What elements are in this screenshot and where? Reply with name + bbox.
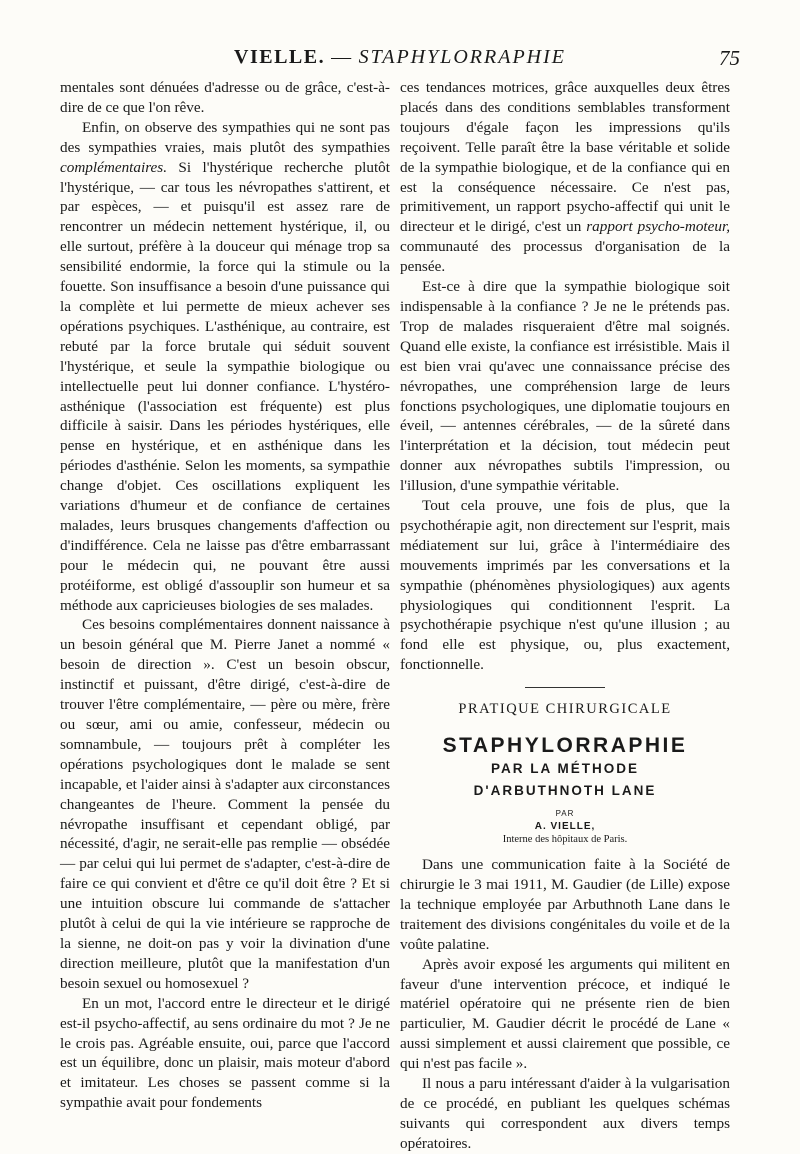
author-affiliation: Interne des hôpitaux de Paris. xyxy=(502,834,628,846)
left-paragraph-4: En un mot, l'accord entre le directeur et le dirigé est-il psycho-affectif, au sens ordinaire du mot ? Je ne le crois pas. Agréable ensuite, oui, parce que l'accord est un équilibre, donc un plaisir, mais moteur d'abord et imitateur. Les choses se passent comme si la sympathie avait pour fondements xyxy=(60,994,390,1112)
left-paragraph-3: Ces besoins complémentaires donnent naissance à un besoin général que M. Pierre Janet a nommé « besoin de direction ». C'est un besoin obscur, instinctif et puissant, d'être dirigé, c'est-à-dire de trouver l'être complémentaire, — père ou mère, frère ou sœur, ami ou amie, confesseur, médecin ou somnambule, — toujours prêt à compléter les opérations psychologiques dont le malade se sent incapable, et l'aider ainsi à s'adapter aux circonstances changeantes de l'heure. Comment la pensée du névropathe insuffisant et cependant obligé, par nécessité, d'agir, ne serait-elle pas remplie — obsédée — par celui qui lui permet de s'adapter, c'est-à-dire de faire ce qui convient et d'être ce qu'il doit être ? Et si une intuition obscure lui commande de s'attacher plutôt à celui de qui la vie intérieure se rapproche de la sienne, ne doit-on pas y voir la divination d'une direction meilleure, plutôt que la manifestation d'un besoin sexuel ou homosexuel ? xyxy=(60,616,390,992)
right-paragraph-4: Dans une communication faite à la Société de chirurgie le 3 mai 1911, M. Gaudier (de Lille) expose la technique employée par Arbuthnoth Lane dans le traitement des divisions congénitales du voile et de la voûte palatine. xyxy=(400,856,730,953)
running-title xyxy=(60,46,740,69)
right-paragraph-3: Tout cela prouve, une fois de plus, que la psychothérapie agit, non directement sur l'esprit, mais médiatement sur lui, grâce à l'intermédiaire des mouvements imprimés par les conversations et la sympathie (phénomènes physiologiques) aux agents physiologiques qui conditionnent l'esprit. La psychothérapie psychique n'est qu'une illusion ; au fond elle est physique, ou, plus exactement, fonctionnelle. xyxy=(400,497,730,674)
article-author: A. VIELLE, xyxy=(534,821,596,833)
left-paragraph-2-a: Enfin, on observe des sympathies qui ne sont pas des sympathies vraies, mais plutôt des sympathies xyxy=(60,118,390,156)
running-title-subject: STAPHYLORRAPHIE xyxy=(358,46,566,68)
right-paragraph-1-a: ces tendances motrices, grâce auxquelles deux êtres placés dans des conditions semblables transforment toujours d'égale façon les impressions qu'ils reçoivent. Telle paraît être la base véritable et solide de la sympathie biologique, et de la confiance qui en est la conséquence nécessaire. Ce n'est pas, primitivement, un rapport psycho-affectif qui unit le directeur et le dirigé, c'est un xyxy=(400,79,730,236)
right-paragraph-1-emphasis: rapport psycho-moteur, xyxy=(586,218,730,236)
section-divider xyxy=(525,687,605,688)
article-subtitle-2: D'ARBUTHNOTH LANE xyxy=(473,783,657,799)
left-paragraph-2 xyxy=(60,118,390,616)
article-title: STAPHYLORRAPHIE xyxy=(442,734,688,758)
right-paragraph-2: Est-ce à dire que la sympathie biologique soit indispensable à la confiance ? Je ne le prétends pas. Trop de malades risqueraient d'être mal soignés. Quand elle existe, la confiance est irrésistible. Mais il est bien vrai qu'avec une connaissance précise des névropathes, une compréhension large de leurs fonctions psychologiques, une diplomatie toujours en éveil, — antennes cérébrales, — de la sûreté dans l'interprétation et la décision, tout médecin peut donner aux névropathes subtils l'impression, ou l'illusion, d'une sympathie véritable. xyxy=(400,278,730,495)
running-header xyxy=(60,38,740,74)
right-paragraph-6: Il nous a paru intéressant d'aider à la vulgarisation de ce procédé, en publiant les quelques schémas suivants qui correspondent aux divers temps opératoires. xyxy=(400,1075,730,1152)
page-number: 75 xyxy=(719,46,740,70)
right-paragraph-1 xyxy=(400,78,730,277)
byline-par: PAR xyxy=(555,809,575,819)
running-title-dash: — xyxy=(331,46,353,68)
left-column xyxy=(60,78,390,1113)
left-paragraph-2-b: Si l'hystérique recherche plutôt l'hystérique, — car tous les névropathes s'attirent, et par espèces, — et puisqu'il est assez rare de rencontrer un médecin nettement hystérique, il, ou elle surtout, préfère à la douceur qui ménage trop sa sensibilité endormie, la force qui la stimule ou la fouette. Son insuffisance a besoin d'une puissance qui la complète et lui permette de mieux achever ses opérations psychiques. L'asthénique, au contraire, est rebuté par la force brutale qui séduit souvent l'hystérique, et seule la sympathie biologique ou intellectuelle peut lui donner confiance. L'hystéro-asthénique (l'association est fréquente) est plus difficile à saisir. Dans les périodes hystériques, elle pense en hystérique, et en asthénique dans les périodes d'asthénie. Selon les moments, sa sympathie change d'objet. Ces oscillations expliquent les variations d'humeur et de confiance de certaines malades, leurs brusques changements d'affection ou d'indifférence. Cela ne laisse pas d'être embarrassant pour le médecin qui, ne pouvant être aussi protéiforme, est obligé d'assouplir son humeur et sa méthode aux capricieuses biologies de ses malades. xyxy=(60,158,390,614)
right-column xyxy=(400,78,730,1154)
section-label: PRATIQUE CHIRURGICALE xyxy=(458,701,672,718)
article-subtitle-1: PAR LA MÉTHODE xyxy=(491,761,639,777)
left-paragraph-1: mentales sont dénuées d'adresse ou de grâce, c'est-à-dire de ce que l'on rêve. xyxy=(60,79,390,116)
right-paragraph-5: Après avoir exposé les arguments qui militent en faveur d'une intervention précoce, et indiqué le matériel opératoire qui ne présente rien de bien particulier, M. Gaudier décrit le procédé de Lane « aussi simplement et aussi clairement que possible, ce qui n'est pas facile ». xyxy=(400,955,730,1073)
right-paragraph-1-b: communauté des processus d'organisation de la pensée. xyxy=(400,238,730,276)
running-title-author: VIELLE. xyxy=(234,46,326,68)
left-paragraph-2-emphasis: complémentaires. xyxy=(60,158,167,176)
